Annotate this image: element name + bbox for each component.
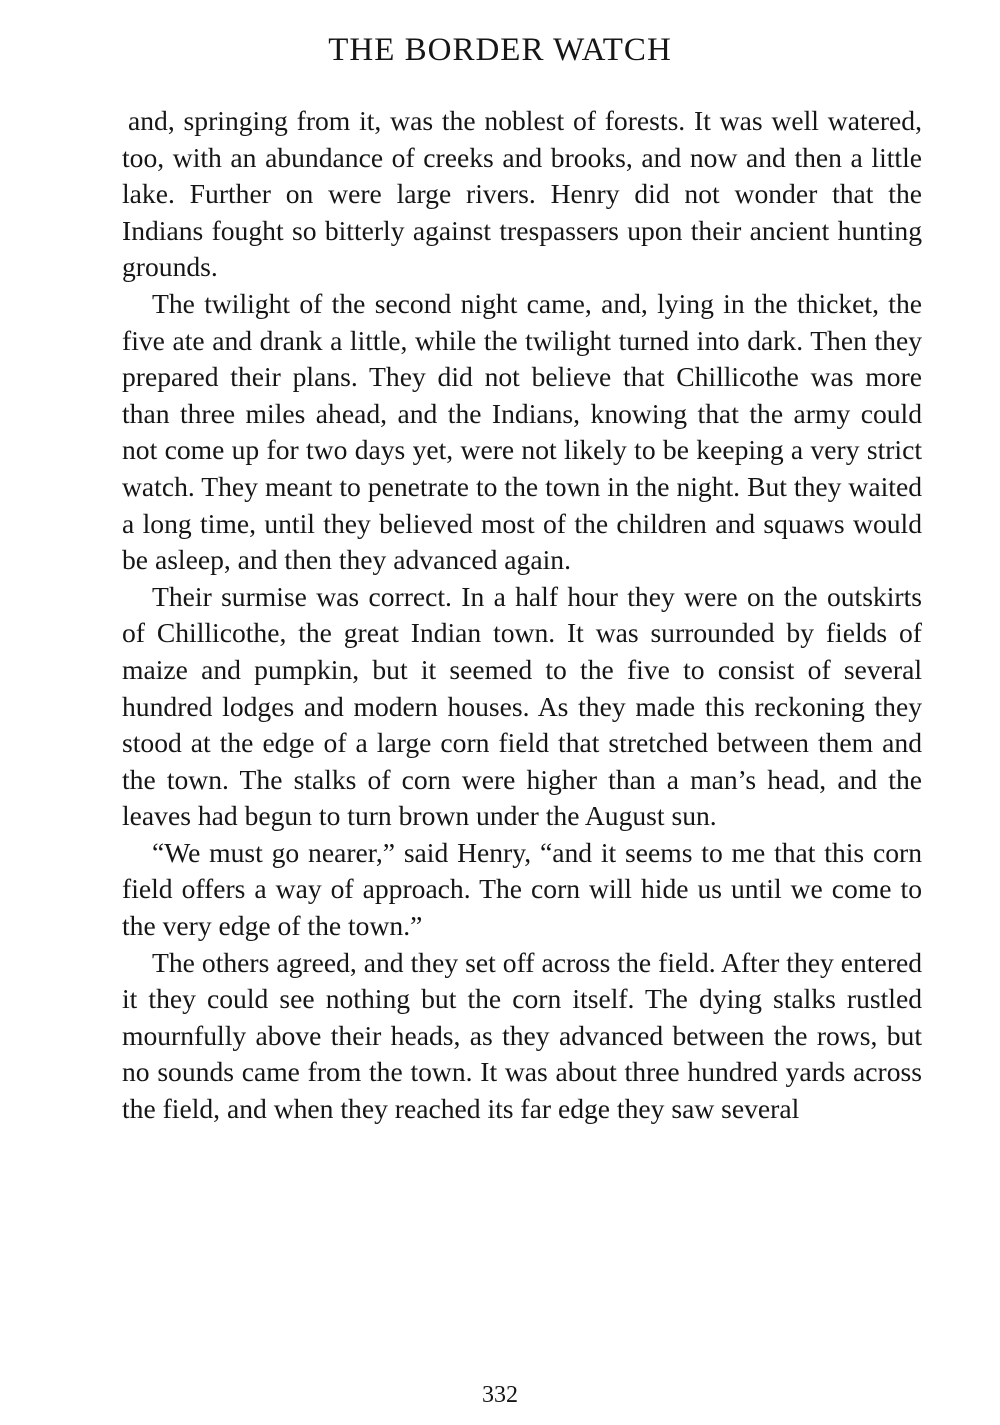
- body-text: [122, 103, 922, 1128]
- paragraph-twilight: The twilight of the second night came, and, lying in the thicket, the five ate and drank a little, while the twilight turned into dark. Then they prepared their plans. They did not believe that Chillicothe was more than three miles ahead, and the Indians, knowing that the army could not come up for two days yet, were not likely to be keeping a very strict watch. They meant to penetrate to the town in the night. But they waited a long time, until they believed most of the children and squaws would be asleep, and then they advanced again.: [122, 287, 922, 576]
- running-head: THE BORDER WATCH: [328, 32, 672, 68]
- paragraph-continued: and, springing from it, was the noblest of forests. It was well watered, too, with an abundance of creeks and brooks, and now and then a little lake. Further on were large rivers. Henry did not wonder that the Indians fought so bitterly against trespassers upon their ancient hunting grounds.: [122, 105, 922, 283]
- paragraph-cornfield: The others agreed, and they set off across the field. After they entered it they could see nothing but the corn itself. The dying stalks rustled mournfully above their heads, as they advanced between the rows, but no sounds came from the town. It was about three hundred yards across the field, and when they reached its far edge they saw several: [122, 946, 922, 1125]
- paragraph-dialogue: “We must go nearer,” said Henry, “and it seems to me that this corn field offers a way of approach. The corn will hide us until we come to the very edge of the town.”: [122, 836, 922, 942]
- page-number: 332: [482, 1382, 518, 1408]
- paragraph-surmise: Their surmise was correct. In a half hour they were on the outskirts of Chillicothe, the great Indian town. It was surrounded by fields of maize and pumpkin, but it seemed to the five to consist of several hundred lodges and modern houses. As they made this reckoning they stood at the edge of a large corn field that stretched between them and the town. The stalks of corn were higher than a man’s head, and the leaves had begun to turn brown under the August sun.: [122, 580, 922, 832]
